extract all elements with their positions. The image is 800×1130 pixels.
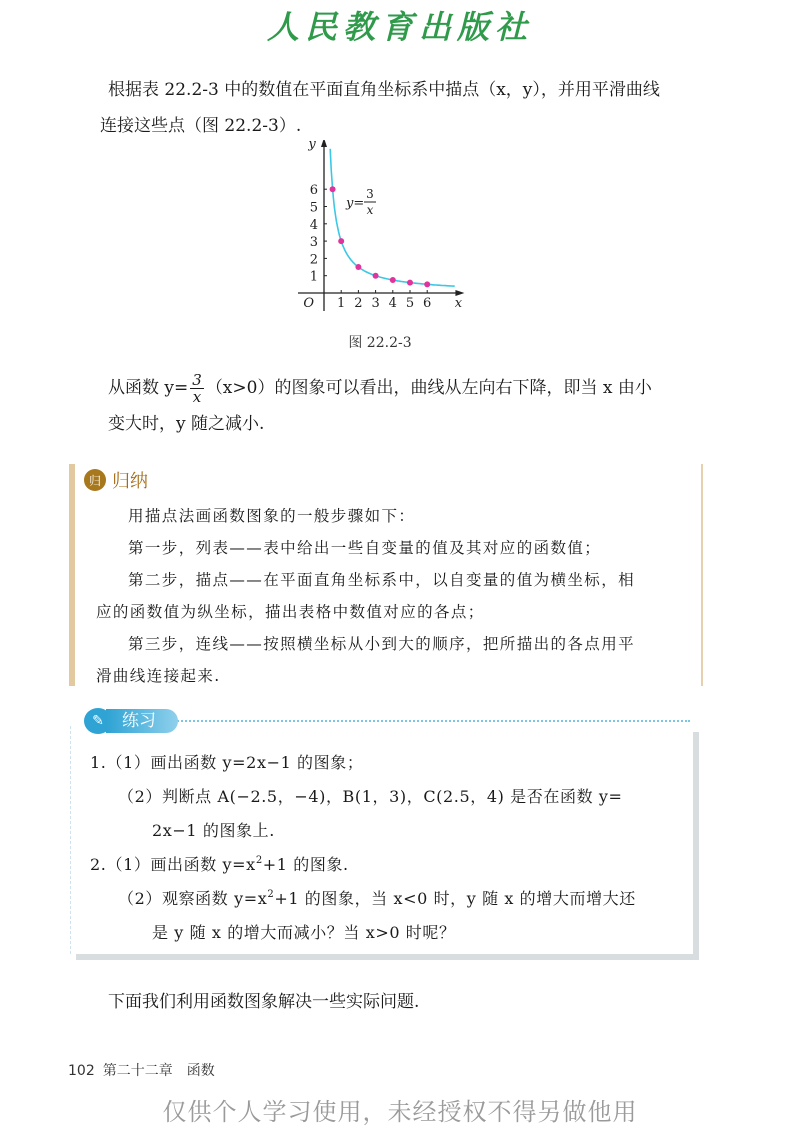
exercise-q1-part1: 1.（1）画出函数 y=2x−1 的图象； xyxy=(90,753,364,772)
page-footer xyxy=(68,1060,215,1080)
chapter-label: 第二十二章 函数 xyxy=(102,1063,215,1079)
observation-line-1 xyxy=(108,370,708,406)
exercise-q1-part2-cont: 2x−1 的图象上. xyxy=(152,821,275,840)
exercise-q2-part2 xyxy=(90,882,688,916)
x-tick-label: 6 xyxy=(423,296,432,311)
data-point xyxy=(424,281,430,287)
origin-label: O xyxy=(303,296,314,311)
exercise-header xyxy=(84,708,178,734)
intro-paragraph xyxy=(100,72,708,144)
x-tick-label: 5 xyxy=(405,296,415,311)
observation-paragraph xyxy=(108,370,708,442)
exercise-top-border xyxy=(150,720,690,722)
data-point xyxy=(338,238,344,244)
page-number: 102 xyxy=(68,1063,95,1079)
x-tick-label: 3 xyxy=(371,296,380,311)
observation-mid: （x>0）的图象可以看出，曲线从左向右下降，即当 x 由小 xyxy=(205,378,652,398)
summary-line: 用描点法画函数图象的一般步骤如下： xyxy=(128,507,416,525)
function-label-numerator: 3 xyxy=(366,187,374,201)
y-axis-arrow xyxy=(321,140,327,147)
data-point xyxy=(330,186,336,192)
exercise-q1-part2: （2）判断点 A(−2.5，−4)，B(1，3)，C(2.5，4) 是否在函数 y= xyxy=(118,787,623,806)
y-tick-label: 2 xyxy=(309,252,318,268)
q2a-text-end: +1 的图象. xyxy=(262,855,349,874)
y-tick-label: 3 xyxy=(309,235,318,251)
x-tick-label: 2 xyxy=(354,296,363,311)
x-axis-label: x xyxy=(454,296,463,311)
observation-prefix: 从函数 y= xyxy=(108,378,189,398)
watermark: 仅供个人学习使用，未经授权不得另做他用 xyxy=(162,1098,638,1126)
pencil-icon: ✎ xyxy=(84,708,112,734)
q2b-text-end: +1 的图象，当 x<0 时，y 随 x 的增大而增大还 xyxy=(274,889,636,908)
intro-line-2: 连接这些点（图 22.2-3）. xyxy=(100,116,302,136)
data-point xyxy=(390,277,396,283)
exercise-text xyxy=(90,746,688,950)
hyperbola-curve xyxy=(330,149,455,286)
data-point xyxy=(373,273,379,279)
summary-book-icon: 归 xyxy=(84,469,106,491)
summary-text xyxy=(96,500,680,692)
y-tick-label: 5 xyxy=(309,200,318,216)
exercise-q2-part2-cont: 是 y 随 x 的增大而减小？当 x>0 时呢？ xyxy=(152,923,456,942)
x-tick-label: 1 xyxy=(337,296,346,311)
y-tick-label: 4 xyxy=(309,217,318,233)
data-point xyxy=(407,280,413,286)
summary-line: 第二步，描点——在平面直角坐标系中，以自变量的值为横坐标，相 xyxy=(128,571,636,589)
observation-line-2: 变大时，y 随之减小. xyxy=(108,414,265,434)
summary-line: 第一步，列表——表中给出一些自变量的值及其对应的函数值； xyxy=(128,539,602,557)
q2b-text: （2）观察函数 y=x xyxy=(118,889,268,908)
y-tick-label: 6 xyxy=(309,183,318,199)
q2a-text: 2.（1）画出函数 y=x xyxy=(90,855,256,874)
summary-line: 滑曲线连接起来. xyxy=(96,667,221,685)
function-label-y: y= xyxy=(346,196,365,211)
intro-line-1: 根据表 22.2-3 中的数值在平面直角坐标系中描点（x，y），并用平滑曲线 xyxy=(108,80,660,100)
closing-paragraph: 下面我们利用函数图象解决一些实际问题. xyxy=(108,992,420,1012)
summary-line: 第三步，连线——按照横坐标从小到大的顺序，把所描出的各点用平 xyxy=(128,635,636,653)
function-label-denominator: x xyxy=(366,203,374,217)
data-point xyxy=(355,264,361,270)
superscript: 2 xyxy=(267,889,275,900)
fraction-numerator: 3 xyxy=(192,371,202,389)
fraction-3-over-x xyxy=(190,372,204,405)
figure-caption: 图 22.2-3 xyxy=(348,335,412,351)
y-axis-label: y xyxy=(308,140,316,152)
exercise-q2-part1 xyxy=(90,848,688,882)
hyperbola-chart xyxy=(280,140,480,320)
y-tick-label: 1 xyxy=(309,269,318,285)
summary-title: 归纳 xyxy=(112,471,148,492)
summary-line: 应的函数值为纵坐标，描出表格中数值对应的各点； xyxy=(96,603,485,621)
exercise-title: 练习 xyxy=(106,709,178,733)
publisher-logo: 人民教育出版社 xyxy=(266,8,533,46)
fraction-denominator: x xyxy=(192,388,202,406)
summary-header xyxy=(84,466,148,494)
x-tick-label: 4 xyxy=(388,296,397,311)
superscript: 2 xyxy=(255,855,263,866)
